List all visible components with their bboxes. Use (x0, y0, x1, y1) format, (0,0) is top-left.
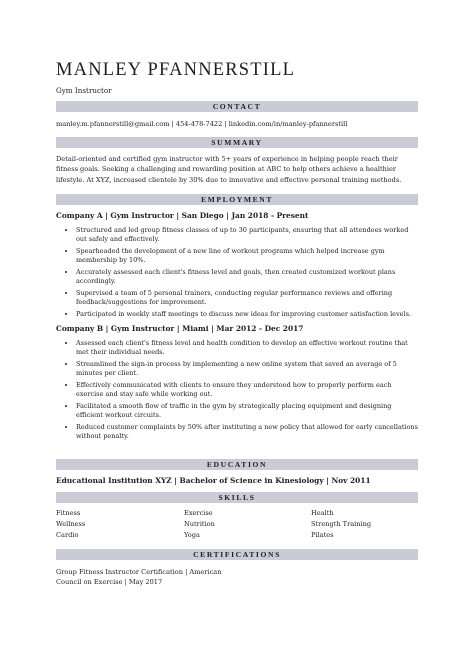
list-item: • Facilitated a smooth flow of traffic in the gym by strategically placing equipment and designing efficient workout circuits. (76, 402, 418, 420)
skill-item: Cardio (56, 531, 79, 539)
summary-text: Detail-oriented and certified gym instructor with 5+ years of experience in helping people reach their fitness goals. Seeking a challenging and rewarding position at ABC to help others achieve a healthier lifestyle. At XYZ, increased clientele by 30% due to innovative and effective personal training methods. (56, 155, 402, 184)
list-item: • Assessed each client's fitness level and health condition to develop an effective workout routine that met their individual needs. (76, 339, 418, 357)
skill-item: Yoga (184, 531, 200, 539)
contact-line: manley.m.pfannerstill@gmail.com | 454-478-7422 | linkedin.com/in/manley-pfannerstill (56, 120, 348, 128)
list-item: • Effectively communicated with clients to ensure they understood how to properly perform each exercise and stay safe while working out. (76, 381, 418, 399)
skill-item: Fitness (56, 509, 81, 517)
certification-line-1: Group Fitness Instructor Certification | American (56, 568, 222, 576)
skill-item: Pilates (311, 531, 334, 539)
certifications-heading: CERTIFICATIONS (56, 549, 418, 560)
contact-heading: CONTACT (56, 101, 418, 112)
list-item: • Streamlined the sign-in process by implementing a new online system that saved an average of 5 minutes per client. (76, 360, 418, 378)
list-item: • Supervised a team of 5 personal trainers, conducting regular performance reviews and offering feedback/suggestions for improvement. (76, 289, 418, 307)
skills-heading: SKILLS (56, 492, 418, 503)
education-line: Educational Institution XYZ | Bachelor of Science in Kinesiology | Nov 2011 (56, 476, 371, 485)
job-header-company-b: Company B | Gym Instructor | Miami | Mar 2012 - Dec 2017 (56, 324, 304, 333)
skill-item: Wellness (56, 520, 86, 528)
skill-item: Strength Training (311, 520, 372, 528)
skill-item: Exercise (184, 509, 213, 517)
job-bullets-company-b (56, 339, 418, 444)
candidate-title: Gym Instructor (56, 86, 112, 95)
employment-heading: EMPLOYMENT (56, 194, 418, 205)
list-item: • Spearheaded the development of a new line of workout programs which helped increase gym membership by 10%. (76, 247, 418, 265)
skills-grid (56, 508, 418, 541)
candidate-name: MANLEY PFANNERSTILL (56, 60, 296, 80)
education-heading: EDUCATION (56, 459, 418, 470)
job-bullets-company-a (56, 226, 418, 322)
list-item: • Participated in weekly staff meetings to discuss new ideas for improving customer satisfaction levels. (76, 310, 418, 319)
list-item: • Reduced customer complaints by 50% after instituting a new policy that allowed for early cancellations without penalty. (76, 423, 418, 441)
job-header-company-a: Company A | Gym Instructor | San Diego | Jan 2018 - Present (56, 211, 309, 220)
list-item: • Structured and led group fitness classes of up to 30 participants, ensuring that all attendees worked out safely and effectively. (76, 226, 418, 244)
summary-heading: SUMMARY (56, 137, 418, 148)
list-item: • Accurately assessed each client's fitness level and goals, then created customized workout plans accordingly. (76, 268, 418, 286)
certification-line-2: Council on Exercise | May 2017 (56, 578, 163, 586)
skill-item: Health (311, 509, 334, 517)
skill-item: Nutrition (184, 520, 215, 528)
